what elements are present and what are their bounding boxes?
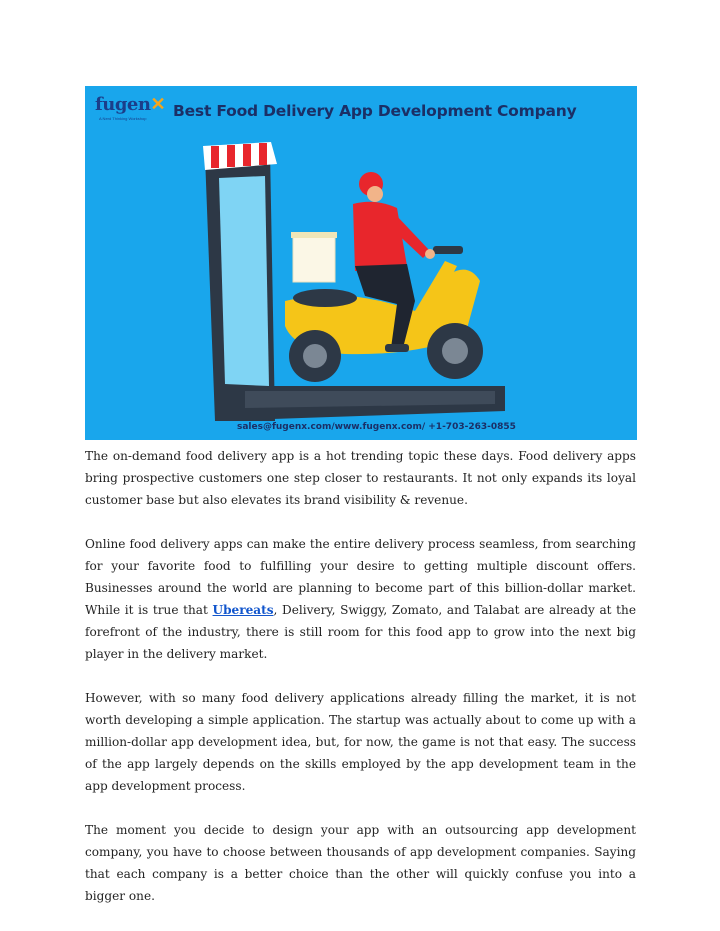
article-body	[85, 445, 636, 929]
fugenx-logo: fugen✕	[95, 94, 166, 115]
banner-title: Best Food Delivery App Development Company	[173, 102, 577, 120]
delivery-illustration	[85, 86, 637, 440]
ubereats-link[interactable]: Ubereats	[212, 603, 274, 617]
contact-info: sales@fugenx.com/www.fugenx.com/ +1-703-263-0855	[237, 422, 516, 432]
phone-screen	[219, 176, 269, 386]
hero-banner	[85, 86, 637, 440]
food-box-icon	[293, 234, 335, 282]
rider-shirt	[353, 202, 407, 271]
paragraph-2: Online food delivery apps can make the entire delivery process seamless, from searching for your favorite food to fulfilling your desire to getting multiple discount offers. Businesses around the world are planning to become part of this billion-dollar market. While it is true that Ubereats, Delivery, Swiggy, Zomato, and Talabat are already at the forefront of the industry, there is still room for this food app to grow into the next big player in the delivery market.	[85, 537, 636, 661]
paragraph-1: The on-demand food delivery app is a hot trending topic these days. Food delivery apps bring prospective customers one step closer to restaurants. It not only expands its loyal customer base but also elevates its brand visibility & revenue.	[85, 449, 636, 507]
logo-tagline: A Nerd Thinking Workshop	[99, 116, 147, 121]
paragraph-4: The moment you decide to design your app with an outsourcing app development company, you have to choose between thousands of app development companies. Saying that each company is a better choice than the other will quickly confuse you into a bigger one.	[85, 823, 636, 903]
paragraph-3: However, with so many food delivery applications already filling the market, it is not worth developing a simple application. The startup was actually about to come up with a million-dollar app development idea, but, for now, the game is not that easy. The success of the app largely depends on the skills employed by the app development team in the app development process.	[85, 691, 636, 793]
